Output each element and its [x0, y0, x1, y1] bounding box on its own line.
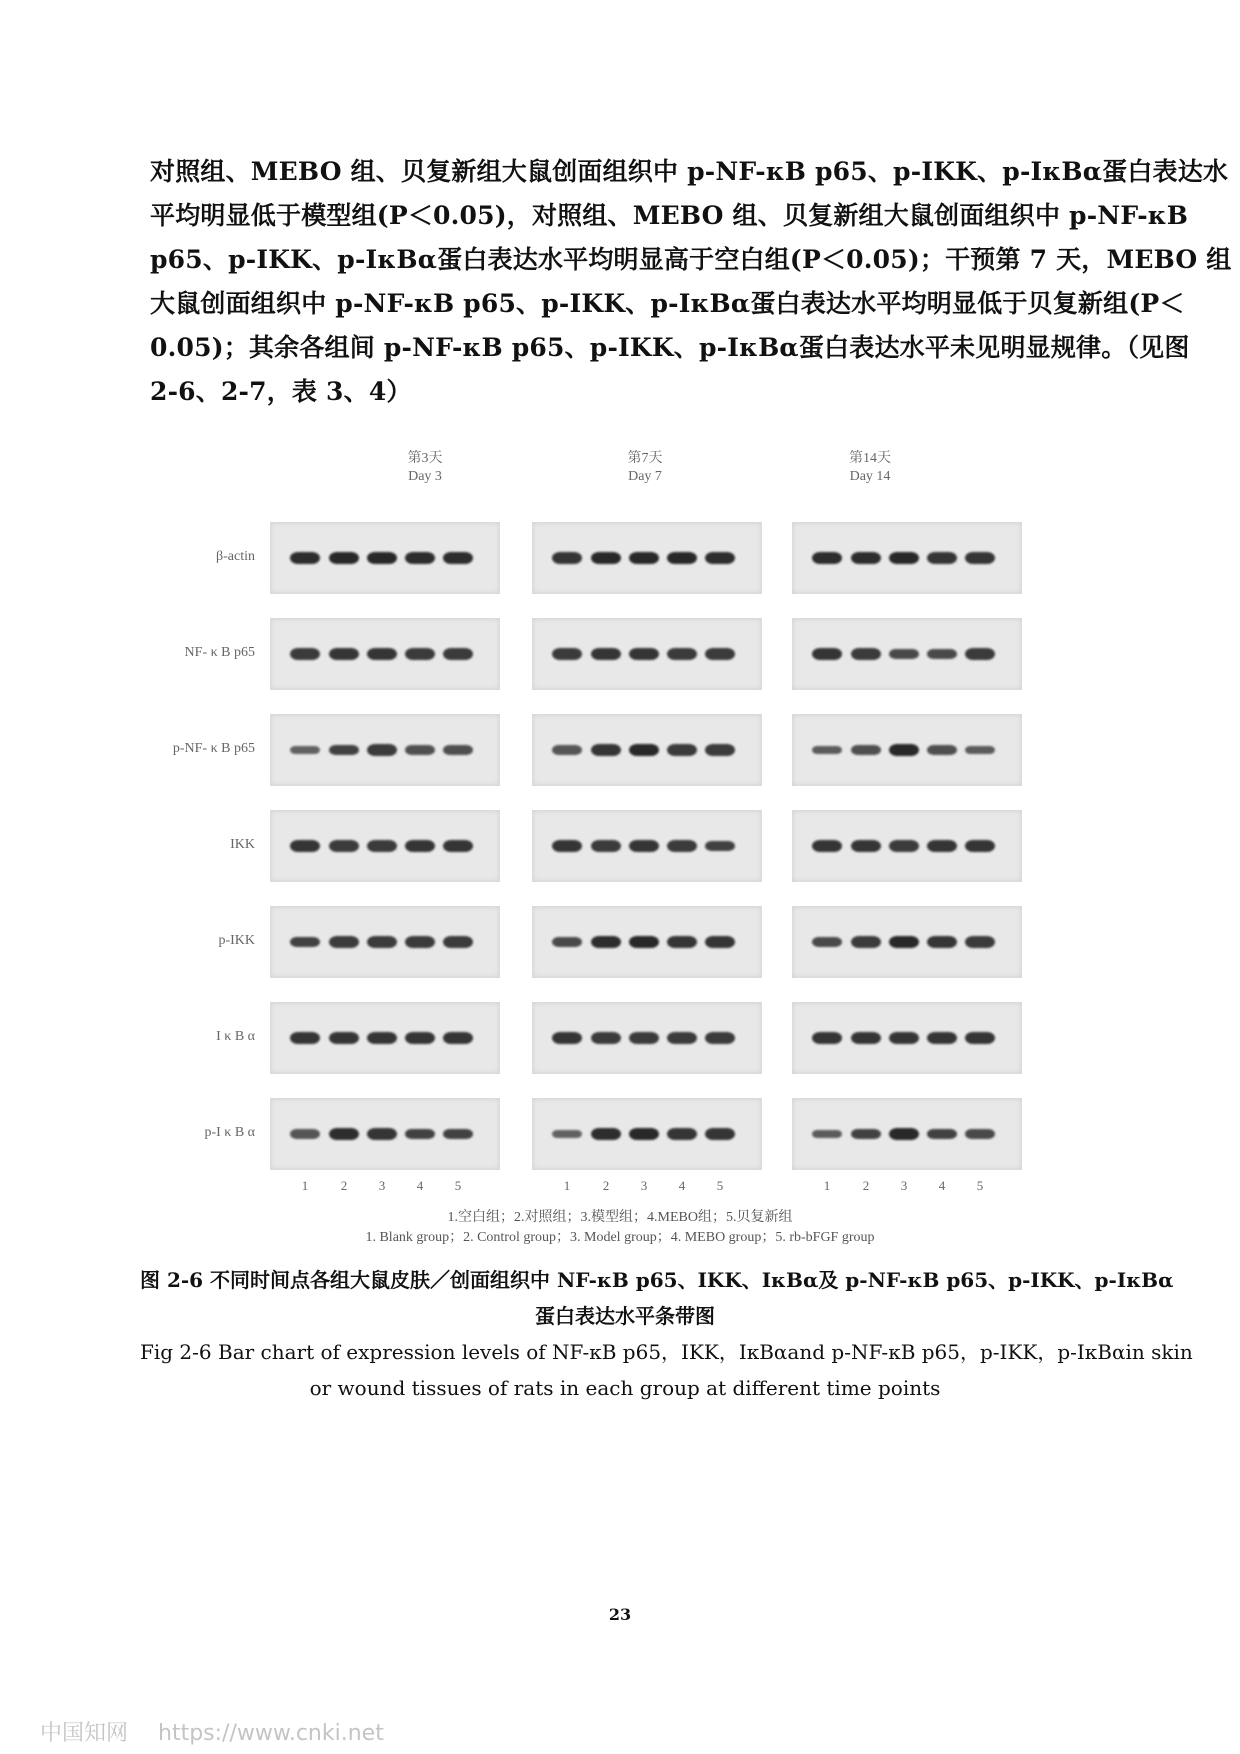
protein-band: [667, 936, 697, 948]
lane-number: 2: [862, 1178, 870, 1193]
protein-band: [927, 840, 957, 852]
protein-band: [552, 1032, 582, 1044]
blot-panel: [270, 1002, 500, 1074]
body-line: 对照组、MEBO 组、贝复新组大鼠创面组织中 p-NF-κB p65、p-IKK、p-IκBα蛋白表达水: [150, 157, 1229, 186]
lane-number: 4: [678, 1178, 686, 1193]
protein-band: [927, 936, 957, 948]
protein-band: [965, 1129, 995, 1139]
protein-band: [629, 744, 659, 757]
watermark-brand: 中国知网: [40, 1721, 129, 1746]
blot-panel: [532, 714, 762, 786]
blot-panel: [532, 1002, 762, 1074]
blot-panel: [532, 522, 762, 594]
blot-panel: [792, 1098, 1022, 1170]
caption-zh-line: 图 2-6 不同时间点各组大鼠皮肤／创面组织中 NF-κB p65、IKK、IκBα及 p-NF-κB p65、p-IKK、p-IκBα: [140, 1268, 1174, 1292]
protein-band: [851, 648, 881, 659]
blot-panel: [792, 618, 1022, 690]
protein-band: [889, 744, 919, 757]
blot-row-label: I κ B α: [216, 1029, 255, 1044]
blot-row-label: β-actin: [216, 549, 255, 564]
blot-panel: [532, 1098, 762, 1170]
day-header: [800, 450, 940, 486]
day-header-en: Day 3: [408, 469, 442, 484]
protein-band: [667, 744, 697, 755]
protein-band: [889, 649, 919, 659]
protein-band: [591, 936, 621, 948]
protein-band: [965, 1032, 995, 1044]
blot-panel: [792, 1002, 1022, 1074]
protein-band: [629, 936, 659, 949]
day-header: [355, 450, 495, 486]
lane-number: 1: [823, 1178, 831, 1193]
lane-number: 3: [900, 1178, 908, 1193]
protein-band: [705, 744, 735, 755]
blot-row-label: p-IKK: [218, 933, 255, 948]
protein-band: [290, 746, 320, 755]
figure-legend-en: 1. Blank group；2. Control group；3. Model group；4. MEBO group；5. rb-bFGF group: [365, 1230, 875, 1245]
blot-panel: [270, 906, 500, 978]
protein-band: [812, 840, 842, 852]
protein-band: [851, 552, 881, 564]
protein-band: [405, 552, 435, 564]
lane-number: 2: [340, 1178, 348, 1193]
protein-band: [851, 1032, 881, 1044]
blot-panel: [792, 906, 1022, 978]
day-header-en: Day 14: [849, 469, 891, 484]
protein-band: [552, 648, 582, 659]
protein-band: [965, 552, 995, 564]
blot-row-label: IKK: [230, 837, 255, 852]
protein-band: [329, 840, 359, 851]
protein-band: [290, 648, 320, 659]
blot-panel: [532, 810, 762, 882]
protein-band: [329, 936, 359, 947]
protein-band: [812, 552, 842, 564]
caption-en-line: Fig 2-6 Bar chart of expression levels of NF-κB p65，IKK，IκBαand p-NF-κB p65，p-IKK，p-IκBαin skin: [140, 1340, 1193, 1364]
protein-band: [629, 1032, 659, 1043]
protein-band: [812, 746, 842, 755]
lane-number: 1: [563, 1178, 571, 1193]
protein-band: [290, 937, 320, 948]
body-line: 0.05)；其余各组间 p-NF-κB p65、p-IKK、p-IκBα蛋白表达水平未见明显规律。（见图: [150, 333, 1190, 362]
protein-band: [443, 745, 473, 755]
lane-number: 4: [938, 1178, 946, 1193]
protein-band: [812, 1032, 842, 1044]
protein-band: [591, 840, 621, 851]
protein-band: [889, 936, 919, 949]
protein-band: [705, 552, 735, 564]
body-line: 平均明显低于模型组(P＜0.05)，对照组、MEBO 组、贝复新组大鼠创面组织中 p-NF-κB: [150, 201, 1189, 230]
day-header-zh: 第7天: [627, 451, 663, 466]
protein-band: [290, 1032, 320, 1044]
protein-band: [889, 840, 919, 851]
protein-band: [367, 648, 397, 660]
protein-band: [443, 648, 473, 659]
figure-caption: [140, 1262, 1193, 1406]
blot-panel: [792, 522, 1022, 594]
protein-band: [851, 745, 881, 755]
day-header-zh: 第14天: [849, 451, 891, 466]
body-paragraph: [150, 150, 1232, 414]
protein-band: [290, 1129, 320, 1138]
protein-band: [965, 746, 995, 755]
protein-band: [812, 648, 842, 660]
lane-number: 3: [378, 1178, 386, 1193]
protein-band: [812, 937, 842, 947]
protein-band: [667, 648, 697, 659]
protein-band: [812, 1130, 842, 1139]
protein-band: [443, 552, 473, 564]
blot-row-label: NF- κ B p65: [184, 645, 255, 660]
protein-band: [329, 552, 359, 565]
protein-band: [405, 840, 435, 852]
protein-band: [705, 1128, 735, 1140]
body-line: 大鼠创面组织中 p-NF-κB p65、p-IKK、p-IκBα蛋白表达水平均明显低于贝复新组(P＜: [150, 289, 1185, 318]
protein-band: [629, 648, 659, 660]
blot-panel: [270, 714, 500, 786]
protein-band: [705, 841, 735, 852]
protein-band: [667, 1032, 697, 1043]
page-number: 23: [608, 1605, 632, 1624]
blot-panel: [270, 810, 500, 882]
blot-row-label: p-NF- κ B p65: [172, 741, 255, 756]
protein-band: [405, 1032, 435, 1044]
protein-band: [591, 1128, 621, 1140]
protein-band: [443, 1032, 473, 1044]
protein-band: [667, 840, 697, 851]
protein-band: [851, 840, 881, 852]
protein-band: [591, 552, 621, 565]
protein-band: [591, 648, 621, 660]
protein-band: [591, 1032, 621, 1043]
protein-band: [927, 1129, 957, 1140]
protein-band: [927, 1032, 957, 1044]
lane-number: 1: [301, 1178, 309, 1193]
blot-panel: [792, 810, 1022, 882]
protein-band: [667, 552, 697, 565]
protein-band: [851, 1129, 881, 1140]
protein-band: [667, 1128, 697, 1140]
protein-band: [889, 1128, 919, 1141]
watermark-url: https://www.cnki.net: [158, 1721, 384, 1746]
protein-band: [552, 840, 582, 852]
protein-band: [552, 937, 582, 947]
protein-band: [705, 936, 735, 948]
protein-band: [552, 745, 582, 754]
caption-en-line: or wound tissues of rats in each group at different time points: [309, 1376, 941, 1400]
protein-band: [290, 840, 320, 852]
body-line: p65、p-IKK、p-IκBα蛋白表达水平均明显高于空白组(P＜0.05)；干预第 7 天，MEBO 组: [150, 245, 1232, 274]
protein-band: [329, 1032, 359, 1044]
protein-band: [629, 1128, 659, 1141]
protein-band: [927, 745, 957, 755]
protein-band: [552, 1130, 582, 1139]
lane-number: 5: [716, 1178, 724, 1193]
protein-band: [965, 648, 995, 659]
protein-band: [927, 649, 957, 659]
day-header: [575, 450, 715, 486]
blot-panel: [270, 522, 500, 594]
lane-number: 4: [416, 1178, 424, 1193]
protein-band: [405, 936, 435, 947]
protein-band: [367, 1128, 397, 1140]
protein-band: [965, 840, 995, 852]
protein-band: [329, 648, 359, 660]
protein-band: [367, 744, 397, 755]
protein-band: [367, 552, 397, 565]
blot-panel: [532, 618, 762, 690]
lane-number: 2: [602, 1178, 610, 1193]
day-header-en: Day 7: [628, 469, 662, 484]
blot-panel: [270, 618, 500, 690]
protein-band: [705, 648, 735, 659]
body-line: 2-6、2-7，表 3、4）: [150, 377, 412, 406]
protein-band: [329, 745, 359, 756]
blot-row-label: p-I κ B α: [204, 1125, 255, 1140]
protein-band: [591, 744, 621, 756]
watermark: [40, 1716, 384, 1747]
protein-band: [851, 936, 881, 947]
protein-band: [405, 1129, 435, 1140]
blot-panel: [792, 714, 1022, 786]
protein-band: [443, 936, 473, 947]
lane-number: 5: [454, 1178, 462, 1193]
day-header-zh: 第3天: [407, 451, 443, 466]
protein-band: [367, 840, 397, 851]
lane-number: 3: [640, 1178, 648, 1193]
protein-band: [927, 552, 957, 564]
figure-legend-zh: 1.空白组；2.对照组；3.模型组；4.MEBO组；5.贝复新组: [447, 1210, 793, 1225]
protein-band: [629, 552, 659, 565]
protein-band: [367, 936, 397, 947]
protein-band: [889, 1032, 919, 1044]
protein-band: [629, 840, 659, 852]
protein-band: [443, 1129, 473, 1140]
protein-band: [443, 840, 473, 852]
blot-panel: [532, 906, 762, 978]
protein-band: [705, 1032, 735, 1043]
protein-band: [405, 745, 435, 755]
protein-band: [290, 552, 320, 564]
caption-zh-line: 蛋白表达水平条带图: [535, 1304, 715, 1328]
protein-band: [965, 936, 995, 947]
protein-band: [552, 552, 582, 564]
protein-band: [329, 1128, 359, 1140]
blot-panel: [270, 1098, 500, 1170]
protein-band: [889, 552, 919, 565]
protein-band: [367, 1032, 397, 1044]
protein-band: [405, 648, 435, 659]
western-blot-figure: [172, 450, 1060, 1250]
lane-number: 5: [976, 1178, 984, 1193]
